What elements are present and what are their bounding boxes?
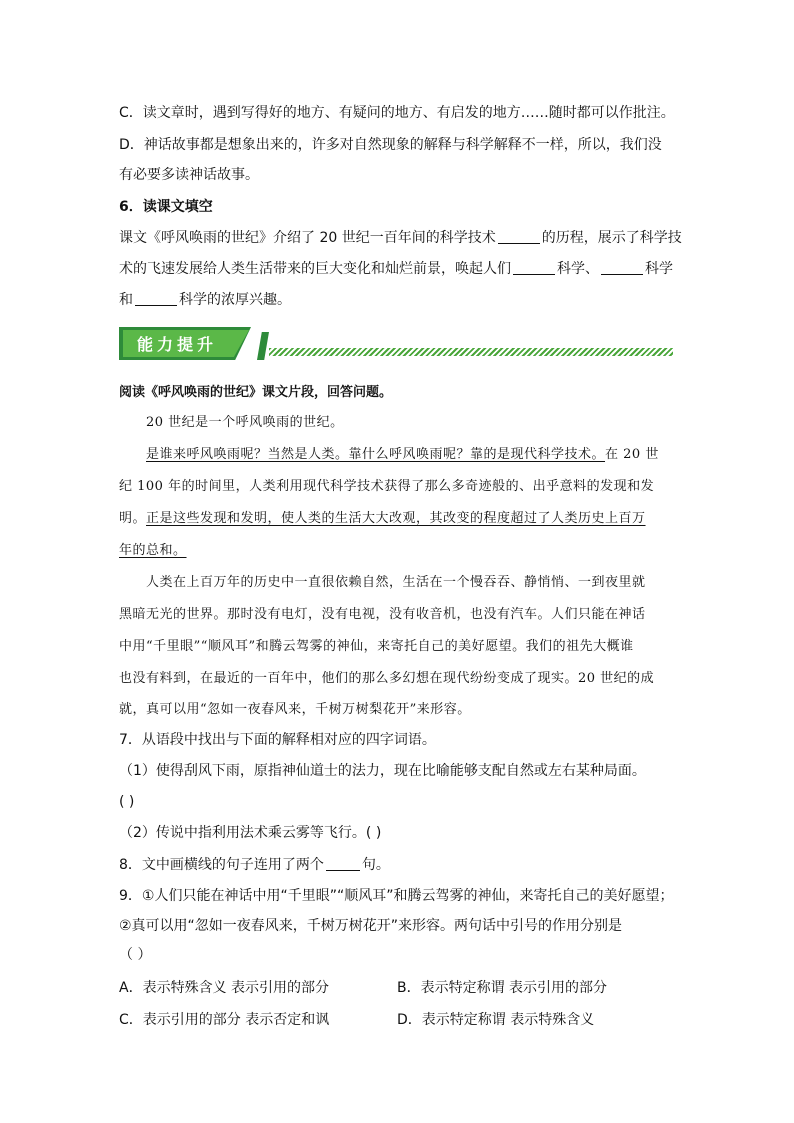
question-7-2: （2）传说中指利用法术乘云雾等飞行。( ) bbox=[119, 825, 382, 841]
option-b[interactable]: B．表示特定称谓 表示引用的部分 bbox=[397, 980, 608, 996]
q6-text-d: 科学、 bbox=[557, 261, 599, 277]
passage-text: 明。 bbox=[119, 511, 147, 526]
passage-p2-line1 bbox=[146, 446, 675, 464]
fill-blank[interactable] bbox=[326, 856, 360, 871]
passage-intro: 阅读《呼风唤雨的世纪》课文片段，回答问题。 bbox=[119, 385, 393, 400]
question-8 bbox=[119, 856, 675, 874]
underlined-sentence: 是谁来呼风唤雨呢？当然是人类。靠什么呼风唤雨呢？靠的是现代科学技术。 bbox=[146, 447, 606, 462]
fill-blank[interactable] bbox=[498, 229, 540, 244]
fill-blank[interactable] bbox=[513, 260, 555, 275]
banner-title: 能力提升 bbox=[137, 335, 218, 354]
question-9-answer[interactable]: （ ） bbox=[119, 947, 152, 963]
option-c-answer[interactable]: C．表示引用的部分 表示否定和讽 bbox=[119, 1012, 330, 1028]
banner-hatch bbox=[269, 348, 673, 356]
underlined-sentence: 正是这些发现和发明，使人类的生活大大改观，其改变的程度超过了人类历史上百万 bbox=[146, 511, 646, 526]
q8-text-a: 8．文中画横线的句子连用了两个 bbox=[119, 857, 324, 873]
question-7: 7．从语段中找出与下面的解释相对应的四字词语。 bbox=[119, 732, 436, 748]
option-d-answer[interactable]: D．表示特定称谓 表示特殊含义 bbox=[397, 1012, 595, 1028]
passage-text: 在 20 世 bbox=[605, 447, 659, 462]
question-7-1: （1）使得刮风下雨，原指神仙道士的法力，现在比喻能够支配自然或左右某种局面。 bbox=[119, 763, 646, 779]
option-d-line1: D．神话故事都是想象出来的，许多对自然现象的解释与科学解释不一样，所以，我们没 bbox=[119, 137, 662, 153]
q8-text-b: 句。 bbox=[361, 857, 390, 873]
question-6-line3 bbox=[119, 291, 675, 309]
option-c: C．读文章时，遇到写得好的地方、有疑问的地方、有启发的地方……随时都可以作批注。 bbox=[119, 105, 675, 121]
passage-p2-line4 bbox=[119, 542, 675, 560]
fill-blank[interactable] bbox=[601, 260, 643, 275]
passage-p1: 20 世纪是一个呼风唤雨的世纪。 bbox=[146, 415, 344, 430]
question-7-1-answer[interactable]: ( ) bbox=[119, 794, 135, 810]
q6-text-c: 术的飞速发展给人类生活带来的巨大变化和灿烂前景，唤起人们 bbox=[119, 261, 511, 277]
q6-text-g: 科学的浓厚兴趣。 bbox=[179, 292, 291, 308]
underlined-sentence: 年的总和。 bbox=[119, 543, 187, 558]
question-6-line1 bbox=[119, 229, 682, 247]
q6-text-b: 的历程，展示了科学技 bbox=[541, 230, 682, 246]
passage-p2-line2: 纪 100 年的时间里，人类利用现代科学技术获得了那么多奇迹般的、出乎意料的发现和发 bbox=[119, 479, 655, 494]
passage-p3-line1: 人类在上百万年的历史中一直很依赖自然，生活在一个慢吞吞、静悄悄、一到夜里就 bbox=[146, 575, 646, 590]
passage-p3-line3: 中用“千里眼”“顺风耳”和腾云驾雾的神仙，来寄托自己的美好愿望。我们的祖先大概谁 bbox=[119, 639, 634, 654]
passage-p3-line4: 也没有料到，在最近的一百年中，他们的那么多幻想在现代纷纷变成了现实。20 世纪的成 bbox=[119, 671, 655, 686]
question-9-line1: 9．①人们只能在神话中用“千里眼”“顺风耳”和腾云驾雾的神仙，来寄托自己的美好愿望； bbox=[119, 888, 674, 904]
question-6-title: 6．读课文填空 bbox=[119, 199, 213, 215]
fill-blank[interactable] bbox=[135, 291, 177, 306]
passage-p2-line3 bbox=[119, 510, 675, 528]
q6-text-a: 课文《呼风唤雨的世纪》介绍了 20 世纪一百年间的科学技术 bbox=[119, 230, 496, 246]
q6-text-e: 科学 bbox=[645, 261, 673, 277]
question-9-line2: ②真可以用“忽如一夜春风来，千树万树花开”来形容。两句话中引号的作用分别是 bbox=[119, 918, 623, 934]
option-a[interactable]: A．表示特殊含义 表示引用的部分 bbox=[119, 980, 330, 996]
question-6-line2 bbox=[119, 260, 675, 278]
option-d-line2: 有必要多读神话故事。 bbox=[119, 167, 259, 183]
q6-text-f: 和 bbox=[119, 292, 133, 308]
banner-stripe bbox=[257, 332, 269, 360]
passage-p3-line2: 黑暗无光的世界。那时没有电灯，没有电视，没有收音机，也没有汽车。人们只能在神话 bbox=[119, 607, 646, 622]
passage-p3-line5: 就，真可以用“忽如一夜春风来，千树万树梨花开”来形容。 bbox=[119, 702, 471, 717]
section-banner bbox=[119, 327, 675, 360]
